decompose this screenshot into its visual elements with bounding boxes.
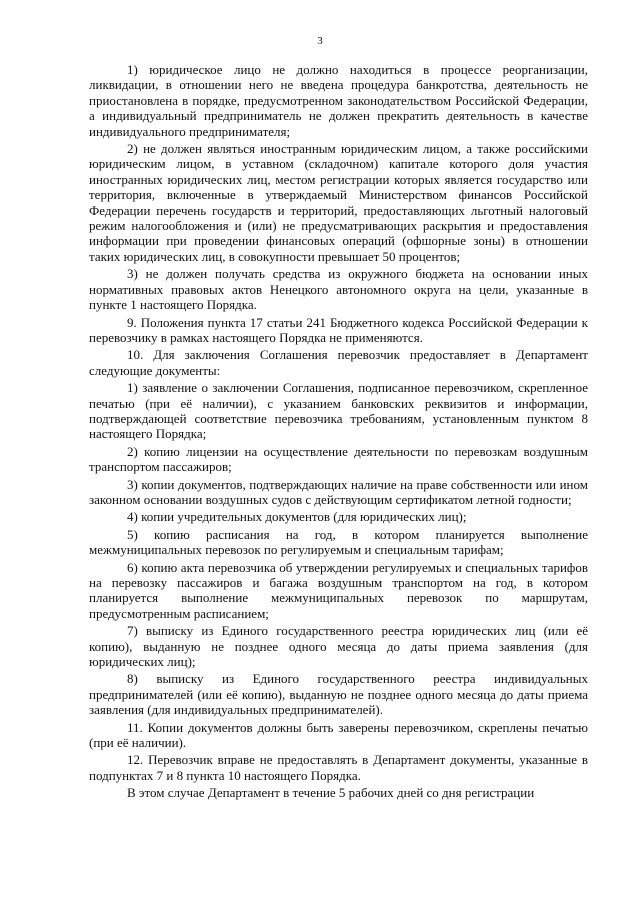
document-body	[89, 62, 588, 803]
paragraph-10-8: 8) выписку из Единого государственного реестра индивидуальных предпринимателей (или её копию), выданную не позднее одного месяца до даты приема заявления (для индивидуальных предпринимателей).	[89, 671, 588, 718]
paragraph-12: 12. Перевозчик вправе не предоставлять в Департамент документы, указанные в подпунктах 7 и 8 пункта 10 настоящего Порядка.	[89, 752, 588, 783]
paragraph-12-continuation: В этом случае Департамент в течение 5 рабочих дней со дня регистрации	[127, 785, 535, 801]
paragraph-10-4: 4) копии учредительных документов (для юридических лиц);	[127, 509, 467, 525]
paragraph-9: 9. Положения пункта 17 статьи 241 Бюджетного кодекса Российской Федерации к перевозчику в рамках настоящего Порядка не применяются.	[89, 314, 588, 345]
paragraph-1-2: 2) не должен являться иностранным юридическим лицом, а также российскими юридическим лицом, в уставном (складочном) капитале которого доля участия иностранных юридических лиц, местом регистрации которых является государство или территория, включенные в утверждаемый Министерством финансов Российской Федерации перечень государств и территорий, предоставляющих льготный налоговый режим налогообложения и (или) не предусматривающих раскрытия и предоставления информации при проведении финансовых операций (офшорные зоны) в отношении таких юридических лиц, в совокупности превышает 50 процентов;	[89, 141, 588, 264]
paragraph-10-1: 1) заявление о заключении Соглашения, подписанное перевозчиком, скрепленное печатью (при её наличии), с указанием банковских реквизитов и информации, подтверждающей соответствие перевозчика требованиям, установленным пунктом 8 настоящего Порядка;	[89, 380, 588, 442]
paragraph-1-1: 1) юридическое лицо не должно находиться в процессе реорганизации, ликвидации, в отношении него не введена процедура банкротства, деятельность не приостановлена в порядке, предусмотренном законодательством Российской Федерации, а индивидуальный предприниматель не должен прекратить деятельность в качестве индивидуального предпринимателя;	[89, 62, 588, 139]
paragraph-11: 11. Копии документов должны быть заверены перевозчиком, скреплены печатью (при её наличии).	[89, 719, 588, 751]
paragraph-10-7: 7) выписку из Единого государственного реестра юридических лиц (или её копию), выданную не позднее одного месяца до даты приема заявления (для юридических лиц);	[89, 623, 588, 670]
page-number: 3	[317, 35, 323, 47]
paragraph-10: 10. Для заключения Соглашения перевозчик предоставляет в Департамент следующие документы:	[89, 347, 588, 378]
paragraph-10-3: 3) копии документов, подтверждающих наличие на праве собственности или ином законном основании воздушных судов с действующим сертификатом летной годности;	[89, 476, 588, 507]
paragraph-10-2: 2) копию лицензии на осуществление деятельности по перевозкам воздушным транспортом пассажиров;	[89, 443, 588, 475]
paragraph-10-5: 5) копию расписания на год, в котором планируется выполнение межмуниципальных перевозок по регулируемым и специальным тарифам;	[89, 526, 588, 558]
paragraph-10-6: 6) копию акта перевозчика об утверждении регулируемых и специальных тарифов на перевозку пассажиров и багажа воздушным транспортом на год, в котором планируется выполнение межмуниципальных перевозок по маршрутам, предусмотренным расписанием;	[89, 559, 588, 621]
paragraph-1-3: 3) не должен получать средства из окружного бюджета на основании иных нормативных правовых актов Ненецкого автономного округа на цели, указанные в пункте 1 настоящего Порядка.	[89, 266, 588, 313]
